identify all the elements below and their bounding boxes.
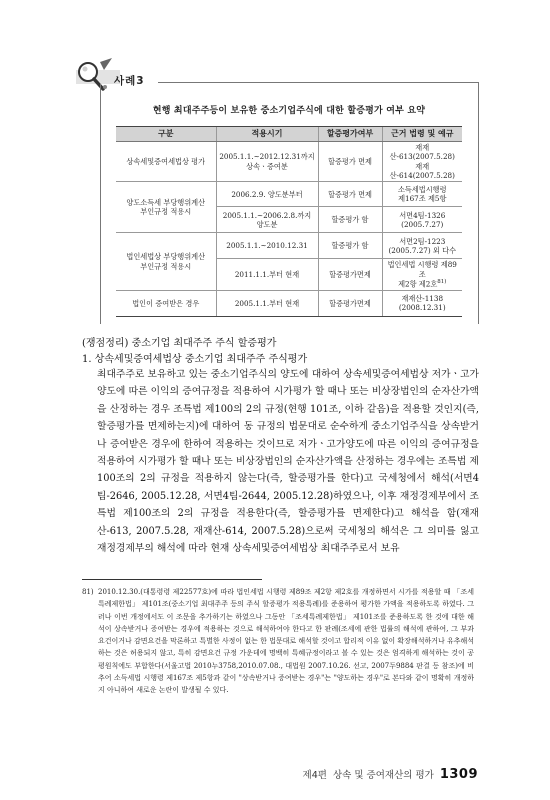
cell-status: 할증평가 면제 — [318, 142, 382, 182]
table-row — [116, 233, 462, 259]
cell-category: 양도소득세 부당행위계산 부인규정 적용시 — [116, 182, 216, 233]
summary-table — [116, 126, 462, 317]
cell-status: 할증평가 함 — [318, 207, 382, 233]
body-paragraph: 최대주주로 보유하고 있는 중소기업주식의 양도에 대하여 상속세및증여세법상 저가ㆍ고가양도에 따른 이익의 증여규정을 적용하여 시가평가 할 때나 또는 비상장법인의 순자산가액을 산정하는 경우 조특법 제100의 2의 규정(현행 101조, 이하 같음)을 적용할 것인지(즉, 할증평가를 면제하는지)에 대하여 동 규정의 법문대로 순수하게 중소기업주식을 상속받거나 증여받은 경우에 한하여 적용하는 것이므로 저가ㆍ고가양도에 따른 이익의 증여규정을 적용하여 시가평가 할 때나 또는 비상장법인의 순자산가액을 산정하는 경우에는 조특법 제100조의 2의 규정을 적용하지 않는다(즉, 할증평가를 한다)고 국세청에서 해석(서면4팀-2646, 2005.12.28, 서면4팀-2644, 2005.12.28)하였으나, 이후 재정경제부에서 조특법 제100조의 2의 규정을 적용한다(즉, 할증평가를 면제한다)고 해석을 함(재재산-613, 2007.5.28, 재재산-614, 2007.5.28)으로써 국세청의 해석은 그 의미를 잃고 재정경제부의 해석에 따라 현재 상속세및증여세법상 최대주주로서 보유 — [97, 369, 479, 555]
cell-category: 상속세및증여세법상 평가 — [116, 142, 216, 182]
cell-period: 2005.1.1.~2006.2.8.까지 양도분 — [216, 207, 318, 233]
box-frame-right — [478, 82, 479, 324]
footer-section: 제4편 상속 및 증여재산의 평가 — [302, 770, 434, 781]
cell-status: 할증평가면제 — [318, 259, 382, 290]
cell-category: 법인세법상 부당행위계산 부인규정 적용시 — [116, 233, 216, 290]
cell-basis: 재재산-1138 (2008.12.31) — [382, 290, 462, 316]
box-frame-left — [100, 84, 101, 324]
table-title: 현행 최대주주등이 보유한 중소기업주식에 대한 할증평가 여부 요약 — [152, 106, 426, 116]
footnote-text: 2010.12.30.(대통령령 제22577호)에 따라 법인세법 시행령 제89조 제2항 제2호를 개정하면서 시가를 적용할 때 「조세특례제한법」 제101조(중소기업 최대주주 등의 주식 할증평가 적용특례)를 준용하여 평가한 가액을 적용하도록 하였다. 그러나 이번 개정에서도 이 조문을 추가하기는 하였으나 그동안 「조세특례제한법」 제101조를 준용하도록 한 것에 대한 해석이 상속받거나 증여받는 경우에 적용하는 것으로 해석하여야 한다고 한 판례(조세에 관한 법률의 해석에 관하여, 그 부과요건이거나 감면요건을 막론하고 특별한 사정이 없는 한 법문대로 해석할 것이고 합리적 이유 없이 확장해석하거나 유추해석하는 것은 허용되지 않고, 특히 감면요건 규정 가운데에 명백히 특혜규정이라고 볼 수 있는 것은 엄격하게 해석하는 것이 공평원칙에도 부합한다(서울고법 2010누3758,2010.07.08., 대법원 2007.10.26. 선고, 2007두9884 판결 등 참조)에 비추어 소득세법 시행령 제167조 제5항과 같이 "상속받거나 증여받는 경우"는 "양도하는 경우"로 본다와 같이 명확히 개정하지 아니하여 새로운 논란이 발생될 수 있다. — [98, 588, 475, 695]
cell-period: 2005.1.1.~2012.12.31까지 상속ㆍ증여분 — [216, 142, 318, 182]
page-footer — [303, 767, 478, 782]
cell-period: 2011.1.1.부터 현재 — [216, 259, 318, 290]
magnifier-icon — [72, 56, 120, 98]
cell-basis: 소득세법시행령 제167조 제5항 — [382, 182, 462, 207]
item-heading: 1. 상속세및증여세법상 중소기업 최대주주 주식평가 — [82, 354, 308, 365]
footnote-ref: 81) — [437, 279, 447, 286]
cell-status: 할증평가 함 — [318, 233, 382, 259]
header-period: 적용시기 — [216, 127, 318, 142]
header-status: 할증평가여부 — [318, 127, 382, 142]
cell-category: 법인이 증여받은 경우 — [116, 290, 216, 316]
cell-status: 할증평가면제 — [318, 290, 382, 316]
cell-period: 2005.1.1.~2010.12.31 — [216, 233, 318, 259]
header-basis: 근거 법령 및 예규 — [382, 127, 462, 142]
cell-basis: 서면4팀-1326 (2005.7.27) — [382, 207, 462, 233]
footnote — [82, 586, 474, 697]
section-heading: (쟁점정리) 중소기업 최대주주 주식 할증평가 — [82, 338, 277, 349]
header-category: 구분 — [116, 127, 216, 142]
footnote-number: 81) — [82, 588, 94, 596]
cell-period: 2005.1.1.부터 현재 — [216, 290, 318, 316]
page-number: 1309 — [439, 767, 478, 782]
cell-basis: 재재산-613(2007.5.28) 재재산-614(2007.5.28) — [382, 142, 462, 182]
header-rule — [158, 82, 479, 83]
cell-status: 할증평가 면제 — [318, 182, 382, 207]
table-row — [116, 290, 462, 316]
footnote-rule — [82, 579, 262, 580]
table-row — [116, 182, 462, 207]
cell-basis — [382, 259, 462, 290]
table-header-row — [116, 127, 462, 142]
basis-text: 법인세법 시행령 제89조 제2항 제2호 — [387, 260, 457, 289]
cell-period: 2006.2.9. 양도분부터 — [216, 182, 318, 207]
table-row — [116, 142, 462, 182]
case-label: 사례3 — [114, 75, 145, 87]
cell-basis: 서면2팀-1223 (2005.7.27) 외 다수 — [382, 233, 462, 259]
